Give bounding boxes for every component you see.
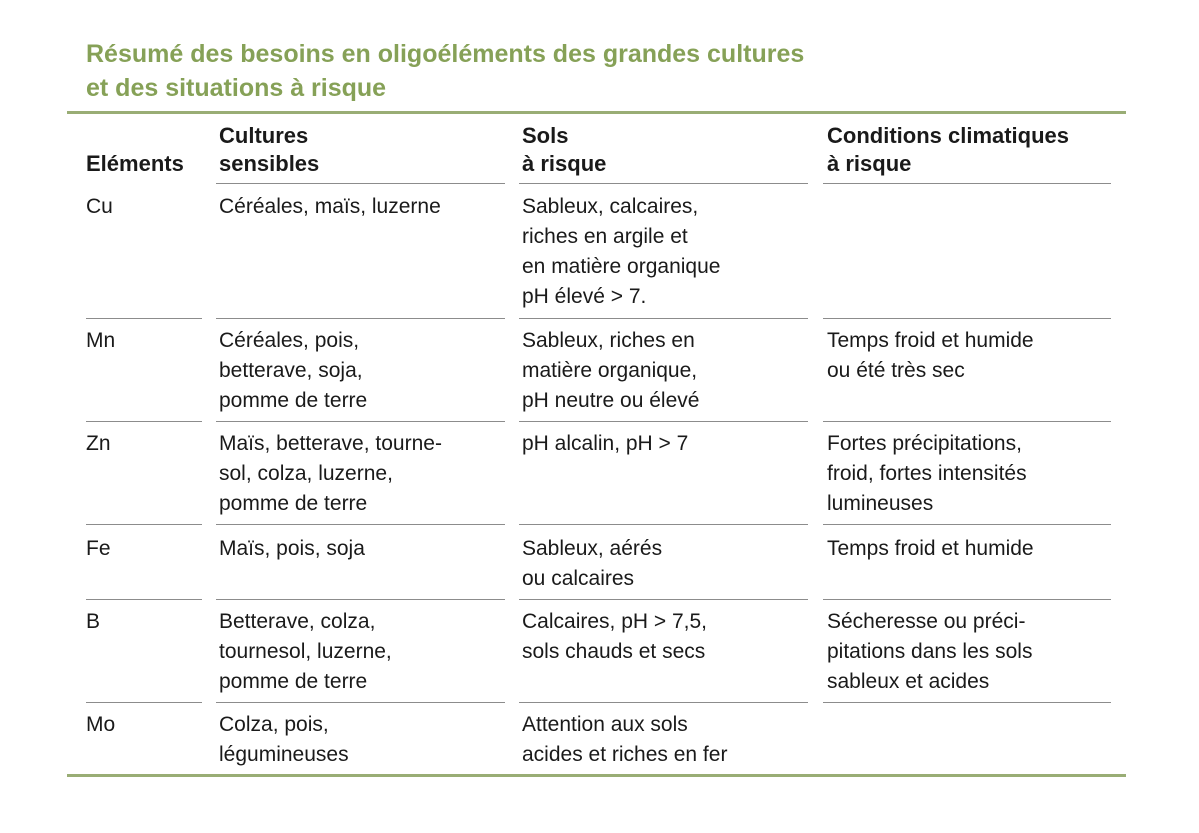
cell-line: Attention aux sols <box>522 713 688 736</box>
cell-line: pH élevé > 7. <box>522 285 647 308</box>
row-fe-sols <box>522 534 662 594</box>
header-separator <box>216 183 505 184</box>
row-mn-conditions <box>827 326 1034 386</box>
row-fe-conditions <box>827 534 1034 564</box>
cell-line: sol, colza, luzerne, <box>219 462 393 485</box>
cell-line: en matière organique <box>522 255 721 278</box>
cell-line: lumineuses <box>827 492 934 515</box>
header-cultures <box>219 122 319 178</box>
cell-line: betterave, soja, <box>219 359 363 382</box>
row-mo-sols <box>522 710 727 770</box>
cell-line: Maïs, pois, soja <box>219 537 365 560</box>
cell-line: pitations dans les sols <box>827 640 1033 663</box>
cell-line: matière organique, <box>522 359 698 382</box>
row-mn-element: Mn <box>86 329 116 352</box>
cell-line: tournesol, luzerne, <box>219 640 392 663</box>
cell-line: acides et riches en fer <box>522 743 728 766</box>
table-bottom-rule <box>67 774 1126 777</box>
cell-line: Maïs, betterave, tourne- <box>219 432 442 455</box>
row-separator <box>86 421 202 422</box>
row-zn-sols <box>522 429 688 459</box>
row-cu-sols <box>522 192 720 312</box>
cell-line: pomme de terre <box>219 492 368 515</box>
header-sols <box>522 122 606 178</box>
row-mo-element: Mo <box>86 713 116 736</box>
row-b-conditions <box>827 607 1032 697</box>
cell-line: froid, fortes intensités <box>827 462 1027 485</box>
row-separator <box>823 318 1111 319</box>
header-cultures-line-1: Cultures <box>219 123 309 148</box>
row-mn-sols <box>522 326 699 416</box>
header-elements: Eléments <box>86 151 184 176</box>
row-cu-cultures <box>219 192 441 222</box>
row-separator <box>86 702 202 703</box>
cell-line: Sécheresse ou préci- <box>827 610 1026 633</box>
header-conditions-line-1: Conditions climatiques <box>827 123 1070 148</box>
row-zn-element: Zn <box>86 432 111 455</box>
cell-line: Temps froid et humide <box>827 537 1034 560</box>
cell-line: Calcaires, pH > 7,5, <box>522 610 708 633</box>
row-fe-element: Fe <box>86 537 111 560</box>
cell-line: pH alcalin, pH > 7 <box>522 432 689 455</box>
row-b-cultures <box>219 607 392 697</box>
cell-line: Betterave, colza, <box>219 610 376 633</box>
row-separator <box>823 421 1111 422</box>
cell-line: Céréales, pois, <box>219 329 360 352</box>
cell-line: Temps froid et humide <box>827 329 1034 352</box>
table-top-rule <box>67 111 1126 114</box>
row-b-element: B <box>86 610 101 633</box>
row-separator <box>519 702 808 703</box>
row-separator <box>519 421 808 422</box>
cell-line: ou calcaires <box>522 567 635 590</box>
header-conditions <box>827 122 1069 178</box>
cell-line: sols chauds et secs <box>522 640 706 663</box>
row-separator <box>216 421 505 422</box>
cell-line: Colza, pois, <box>219 713 329 736</box>
row-mn-cultures <box>219 326 367 416</box>
header-sols-line-1: Sols <box>522 123 569 148</box>
row-separator <box>86 524 202 525</box>
cell-line: sableux et acides <box>827 670 990 693</box>
header-cultures-line-2: sensibles <box>219 151 320 176</box>
row-b-sols <box>522 607 707 667</box>
row-zn-cultures <box>219 429 442 519</box>
row-separator <box>216 599 505 600</box>
cell-line: riches en argile et <box>522 225 688 248</box>
cell-line: Sableux, calcaires, <box>522 195 699 218</box>
row-separator <box>216 524 505 525</box>
cell-line: Sableux, riches en <box>522 329 695 352</box>
row-separator <box>823 599 1111 600</box>
row-separator <box>86 318 202 319</box>
page-title <box>86 37 1086 105</box>
row-separator <box>86 599 202 600</box>
row-cu-element: Cu <box>86 195 113 218</box>
cell-line: pomme de terre <box>219 389 368 412</box>
row-separator <box>519 318 808 319</box>
cell-line: Fortes précipitations, <box>827 432 1022 455</box>
header-separator <box>519 183 808 184</box>
row-separator <box>823 702 1111 703</box>
title-line-2: et des situations à risque <box>86 74 387 102</box>
row-separator <box>519 599 808 600</box>
header-separator <box>823 183 1111 184</box>
row-fe-cultures <box>219 534 365 564</box>
header-sols-line-2: à risque <box>522 151 607 176</box>
row-separator <box>823 524 1111 525</box>
cell-line: ou été très sec <box>827 359 965 382</box>
cell-line: Céréales, maïs, luzerne <box>219 195 441 218</box>
header-conditions-line-2: à risque <box>827 151 912 176</box>
row-mo-cultures <box>219 710 349 770</box>
row-separator <box>216 318 505 319</box>
cell-line: pomme de terre <box>219 670 368 693</box>
row-separator <box>519 524 808 525</box>
cell-line: Sableux, aérés <box>522 537 663 560</box>
title-line-1: Résumé des besoins en oligoéléments des grandes cultures <box>86 40 805 68</box>
cell-line: pH neutre ou élevé <box>522 389 700 412</box>
row-zn-conditions <box>827 429 1027 519</box>
row-separator <box>216 702 505 703</box>
cell-line: légumineuses <box>219 743 349 766</box>
